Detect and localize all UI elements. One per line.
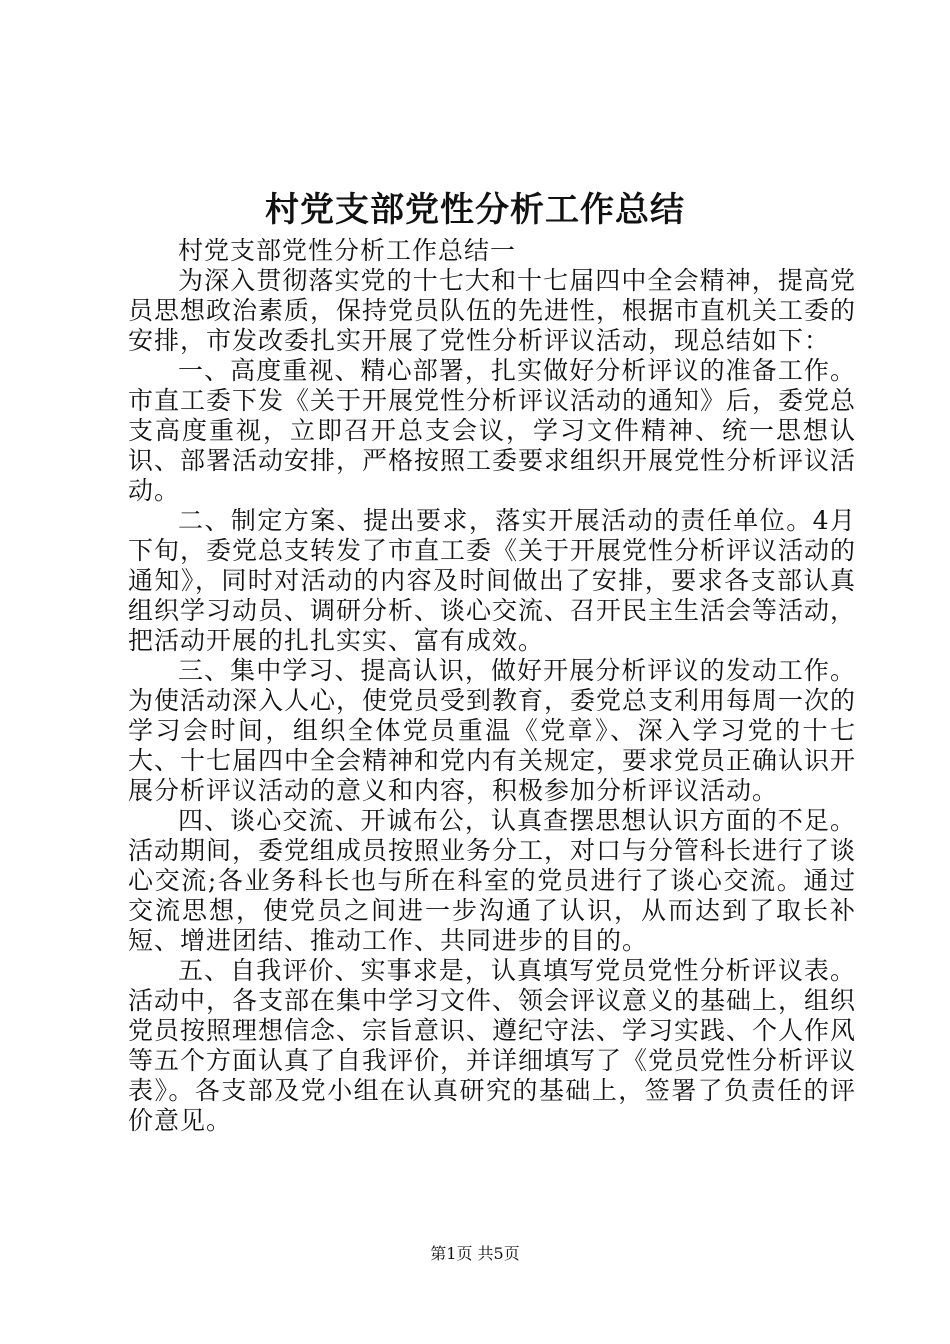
section-five-paragraph: 五、自我评价、实事求是，认真填写党员党性分析评议表。活动中，各支部在集中学习文件、领会评议意义的基础上，组织党员按照理想信念、宗旨意识、遵纪守法、学习实践、个人作风等五个方面认真了自我评价，并详细填写了《党员党性分析评议表》。各支部及党小组在认真研究的基础上，签署了负责任的评价意见。 <box>128 956 857 1135</box>
intro-paragraph: 为深入贯彻落实党的十七大和十七届四中全会精神，提高党员思想政治素质，保持党员队伍的先进性，根据市直机关工委的安排，市发改委扎实开展了党性分析评议活动，现总结如下： <box>128 266 857 355</box>
section-three-paragraph: 三、集中学习、提高认识，做好开展分析评议的发动工作。为使活动深入人心，使党员受到教育，委党总支利用每周一次的学习会时间，组织全体党员重温《党章》、深入学习党的十七大、十七届四中全会精神和党内有关规定，要求党员正确认识开展分析评议活动的意义和内容，积极参加分析评议活动。 <box>128 656 857 805</box>
page-number-footer: 第1页 共5页 <box>430 1244 520 1263</box>
section-one-paragraph: 一、高度重视、精心部署，扎实做好分析评议的准备工作。市直工委下发《关于开展党性分析评议活动的通知》后，委党总支高度重视，立即召开总支会议，学习文件精神、统一思想认识、部署活动安排，严格按照工委要求组织开展党性分析评议活动。 <box>128 356 857 505</box>
section-four-paragraph: 四、谈心交流、开诚布公，认真查摆思想认识方面的不足。活动期间，委党组成员按照业务分工，对口与分管科长进行了谈心交流;各业务科长也与所在科室的党员进行了谈心交流。通过交流思想，使党员之间进一步沟通了认识，从而达到了取长补短、增进团结、推动工作、共同进步的目的。 <box>128 806 857 955</box>
subtitle-paragraph: 村党支部党性分析工作总结一 <box>178 236 517 265</box>
document-title: 村党支部党性分析工作总结 <box>265 190 685 230</box>
document-body <box>128 236 856 1136</box>
section-two-paragraph: 二、制定方案、提出要求，落实开展活动的责任单位。4月下旬，委党总支转发了市直工委《关于开展党性分析评议活动的通知》，同时对活动的内容及时间做出了安排，要求各支部认真组织学习动员、调研分析、谈心交流、召开民主生活会等活动，把活动开展的扎扎实实、富有成效。 <box>128 506 857 655</box>
